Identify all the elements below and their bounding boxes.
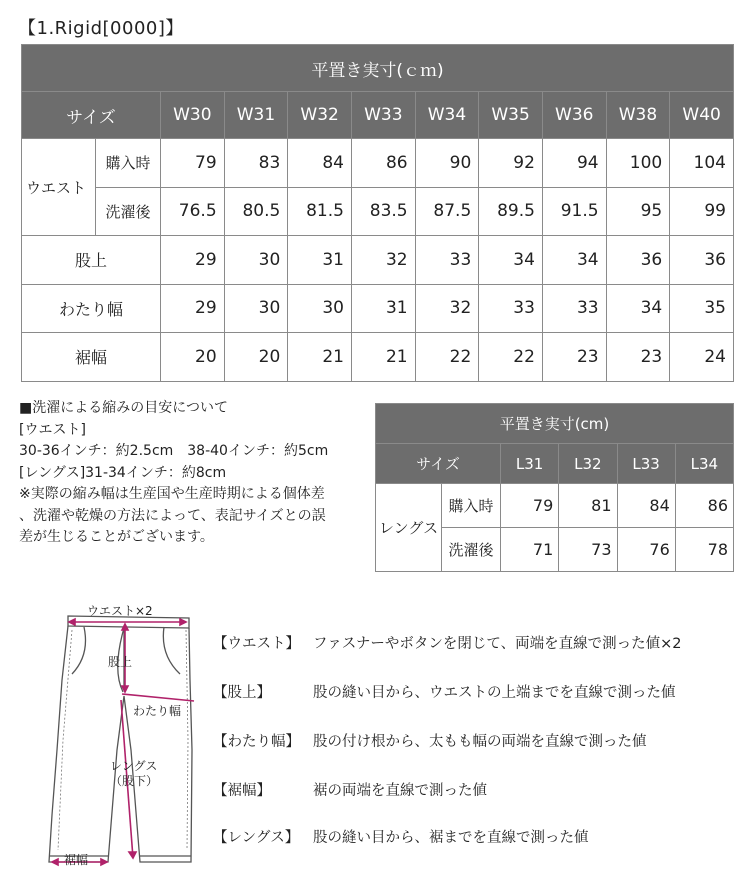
row-label: 股上 bbox=[22, 236, 161, 285]
length-size-table bbox=[375, 403, 734, 572]
shrinkage-notes bbox=[19, 398, 328, 549]
table-cell: 24 bbox=[670, 333, 734, 382]
table-cell: 32 bbox=[351, 236, 415, 285]
table-cell: 76 bbox=[617, 528, 675, 572]
size-header: W36 bbox=[542, 92, 606, 139]
table-cell: 33 bbox=[542, 284, 606, 333]
table-cell: 23 bbox=[606, 333, 670, 382]
table-cell: 94 bbox=[542, 139, 606, 188]
table-cell: 31 bbox=[351, 284, 415, 333]
table-cell: 83.5 bbox=[351, 187, 415, 236]
table-cell: 79 bbox=[161, 139, 225, 188]
table-cell: 23 bbox=[542, 333, 606, 382]
table-cell: 76.5 bbox=[161, 187, 225, 236]
note-line: 、洗濯や乾燥の方法によって、表記サイズとの誤 bbox=[19, 507, 326, 524]
table-cell: 21 bbox=[288, 333, 352, 382]
table-cell: 86 bbox=[675, 484, 733, 528]
table-cell: 33 bbox=[415, 236, 479, 285]
legend-text: 股の縫い目から、ウエストの上端までを直線で測った値 bbox=[313, 685, 676, 701]
table-cell: 36 bbox=[670, 236, 734, 285]
table-cell: 20 bbox=[161, 333, 225, 382]
table-cell: 89.5 bbox=[479, 187, 543, 236]
table-cell: 34 bbox=[606, 284, 670, 333]
table-cell: 29 bbox=[161, 284, 225, 333]
size-header: L32 bbox=[559, 444, 617, 484]
table-cell: 30 bbox=[224, 236, 288, 285]
length-label: レングス bbox=[376, 484, 442, 572]
note-line: [レングス]31-34インチ：約8cm bbox=[19, 464, 227, 481]
table-header: 平置き実寸(cm) bbox=[376, 404, 734, 444]
table-cell: 22 bbox=[415, 333, 479, 382]
table-cell: 84 bbox=[288, 139, 352, 188]
table-row bbox=[22, 187, 734, 236]
table-cell: 34 bbox=[542, 236, 606, 285]
table-row bbox=[22, 236, 734, 285]
row-sublabel: 購入時 bbox=[96, 139, 161, 188]
row-label: 裾幅 bbox=[22, 333, 161, 382]
legend-text: 股の付け根から、太もも幅の両端を直線で測った値 bbox=[313, 734, 647, 750]
table-cell: 79 bbox=[501, 484, 559, 528]
pants-measurement-diagram bbox=[0, 600, 220, 880]
size-label: サイズ bbox=[376, 444, 501, 484]
table-cell: 84 bbox=[617, 484, 675, 528]
row-sublabel: 洗濯後 bbox=[442, 528, 501, 572]
row-label: わたり幅 bbox=[22, 284, 161, 333]
table-cell: 36 bbox=[606, 236, 670, 285]
legend-text: 裾の両端を直線で測った値 bbox=[313, 783, 487, 799]
legend-key: 【ウエスト】 bbox=[213, 636, 300, 652]
diagram-label-length: レングス bbox=[110, 759, 158, 773]
size-header: W38 bbox=[606, 92, 670, 139]
table-cell: 91.5 bbox=[542, 187, 606, 236]
size-header: W40 bbox=[670, 92, 734, 139]
table-cell: 30 bbox=[224, 284, 288, 333]
table-cell: 78 bbox=[675, 528, 733, 572]
pants-illustration bbox=[0, 600, 220, 880]
table-row bbox=[22, 333, 734, 382]
diagram-label-inseam: （股下） bbox=[110, 774, 159, 788]
size-header: W31 bbox=[224, 92, 288, 139]
legend-key: 【わたり幅】 bbox=[213, 734, 300, 750]
table-cell: 81 bbox=[559, 484, 617, 528]
table-cell: 90 bbox=[415, 139, 479, 188]
table-row bbox=[22, 139, 734, 188]
row-sublabel: 洗濯後 bbox=[96, 187, 161, 236]
note-line: ■洗濯による縮みの目安について bbox=[19, 400, 228, 416]
diagram-label-thigh: わたり幅 bbox=[133, 704, 182, 718]
size-header: W34 bbox=[415, 92, 479, 139]
page-title: 【1.Rigid[0000]】 bbox=[18, 18, 184, 39]
waist-size-table bbox=[21, 44, 734, 382]
size-header: W35 bbox=[479, 92, 543, 139]
size-label: サイズ bbox=[22, 92, 161, 139]
table-cell: 32 bbox=[415, 284, 479, 333]
table-cell: 87.5 bbox=[415, 187, 479, 236]
table-row bbox=[376, 484, 734, 528]
table-cell: 22 bbox=[479, 333, 543, 382]
diagram-label-waist: ウエスト×2 bbox=[87, 604, 153, 618]
table-header: 平置き実寸(ｃｍ) bbox=[22, 45, 734, 92]
table-cell: 20 bbox=[224, 333, 288, 382]
table-cell: 71 bbox=[501, 528, 559, 572]
size-header: W33 bbox=[351, 92, 415, 139]
legend-key: 【レングス】 bbox=[213, 830, 300, 846]
table-cell: 35 bbox=[670, 284, 734, 333]
table-row bbox=[22, 284, 734, 333]
legend-key: 【裾幅】 bbox=[213, 783, 271, 799]
table-cell: 81.5 bbox=[288, 187, 352, 236]
table-cell: 73 bbox=[559, 528, 617, 572]
note-line: 差が生じることがございます。 bbox=[19, 529, 214, 545]
table-cell: 30 bbox=[288, 284, 352, 333]
table-cell: 80.5 bbox=[224, 187, 288, 236]
size-header: L31 bbox=[501, 444, 559, 484]
table-cell: 95 bbox=[606, 187, 670, 236]
row-sublabel: 購入時 bbox=[442, 484, 501, 528]
table-cell: 86 bbox=[351, 139, 415, 188]
note-line: 30-36インチ：約2.5cm 38-40インチ：約5cm bbox=[19, 443, 329, 459]
size-header: W32 bbox=[288, 92, 352, 139]
table-cell: 104 bbox=[670, 139, 734, 188]
diagram-label-rise: 股上 bbox=[108, 655, 133, 669]
note-line: ※実際の縮み幅は生産国や生産時期による個体差 bbox=[19, 486, 325, 502]
note-line: [ウエスト] bbox=[19, 421, 86, 438]
table-cell: 21 bbox=[351, 333, 415, 382]
size-header: W30 bbox=[161, 92, 225, 139]
size-header: L33 bbox=[617, 444, 675, 484]
legend-text: ファスナーやボタンを閉じて、両端を直線で測った値×2 bbox=[313, 636, 682, 652]
table-cell: 31 bbox=[288, 236, 352, 285]
legend-text: 股の縫い目から、裾までを直線で測った値 bbox=[313, 830, 589, 846]
table-cell: 34 bbox=[479, 236, 543, 285]
waist-label: ウエスト bbox=[22, 139, 96, 236]
table-cell: 92 bbox=[479, 139, 543, 188]
diagram-label-hem: 裾幅 bbox=[64, 853, 89, 867]
table-cell: 99 bbox=[670, 187, 734, 236]
legend-key: 【股上】 bbox=[213, 685, 271, 701]
table-cell: 100 bbox=[606, 139, 670, 188]
table-cell: 83 bbox=[224, 139, 288, 188]
size-header: L34 bbox=[675, 444, 733, 484]
table-cell: 29 bbox=[161, 236, 225, 285]
table-cell: 33 bbox=[479, 284, 543, 333]
